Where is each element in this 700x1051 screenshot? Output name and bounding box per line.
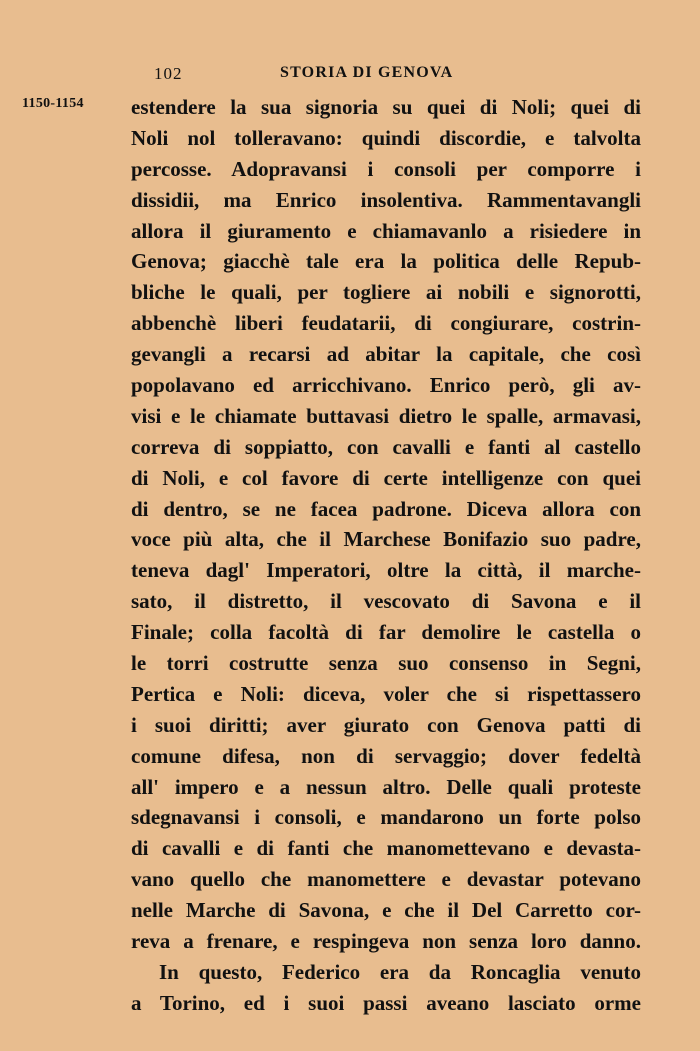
page-header — [0, 64, 700, 90]
text-line: abbenchè liberi feudatarii, di congiurare, costrin- — [131, 311, 641, 336]
text-line: comune difesa, non di servaggio; dover fedeltà — [131, 743, 641, 768]
body-text — [131, 92, 641, 1019]
text-line: Genova; giacchè tale era la politica delle Repub- — [131, 249, 641, 274]
text-line: all' impero e a nessun altro. Delle quali proteste — [131, 774, 641, 799]
text-line: Pertica e Noli: diceva, voler che si rispettassero — [131, 681, 641, 706]
text-line: le torri costrutte senza suo consenso in Segni, — [131, 651, 641, 676]
text-line: percosse. Adopravansi i consoli per comporre i — [131, 156, 641, 181]
text-line: allora il giuramento e chiamavanlo a risiedere in — [131, 218, 641, 243]
text-line: di Noli, e col favore di certe intelligenze con quei — [131, 465, 641, 490]
text-line: sato, il distretto, il vescovato di Savona e il — [131, 589, 641, 614]
text-line: estendere la sua signoria su quei di Noli; quei di — [131, 95, 641, 119]
text-line: popolavano ed arricchivano. Enrico però, gli av- — [131, 373, 641, 398]
text-line: visi e le chiamate buttavasi dietro le spalle, armavasi, — [131, 403, 641, 428]
text-line: reva a frenare, e respingeva non senza loro danno. — [131, 929, 641, 954]
text-line: teneva dagl' Imperatori, oltre la città, il marche- — [131, 558, 641, 583]
text-line: bliche le quali, per togliere ai nobili e signorotti, — [131, 280, 641, 305]
running-title: STORIA DI GENOVA — [280, 64, 454, 81]
text-line: di dentro, se ne facea padrone. Diceva allora con — [131, 496, 641, 521]
text-line: gevangli a recarsi ad abitar la capitale, che così — [131, 342, 641, 367]
text-line: voce più alta, che il Marchese Bonifazio suo padre, — [131, 527, 641, 552]
text-line: dissidii, ma Enrico insolentiva. Rammentavangli — [131, 187, 641, 212]
text-line: vano quello che manomettere e devastar potevano — [131, 867, 641, 892]
margin-date-note: 1150-1154 — [22, 96, 84, 111]
text-line: i suoi diritti; aver giurato con Genova patti di — [131, 712, 641, 737]
text-line: correva di soppiatto, con cavalli e fanti al castello — [131, 434, 641, 459]
text-line: di cavalli e di fanti che manomettevano e devasta- — [131, 836, 641, 861]
text-line: sdegnavansi i consoli, e mandarono un forte polso — [131, 805, 641, 830]
page-number: 102 — [154, 64, 183, 83]
text-line: Finale; colla facoltà di far demolire le castella o — [131, 620, 641, 645]
text-line-paragraph-start: In questo, Federico era da Roncaglia venuto — [159, 959, 641, 984]
text-line: nelle Marche di Savona, e che il Del Carretto cor- — [131, 898, 641, 923]
text-line: Noli nol tolleravano: quindi discordie, e talvolta — [131, 125, 641, 150]
text-line: a Torino, ed i suoi passi aveano lasciato orme — [131, 990, 641, 1015]
